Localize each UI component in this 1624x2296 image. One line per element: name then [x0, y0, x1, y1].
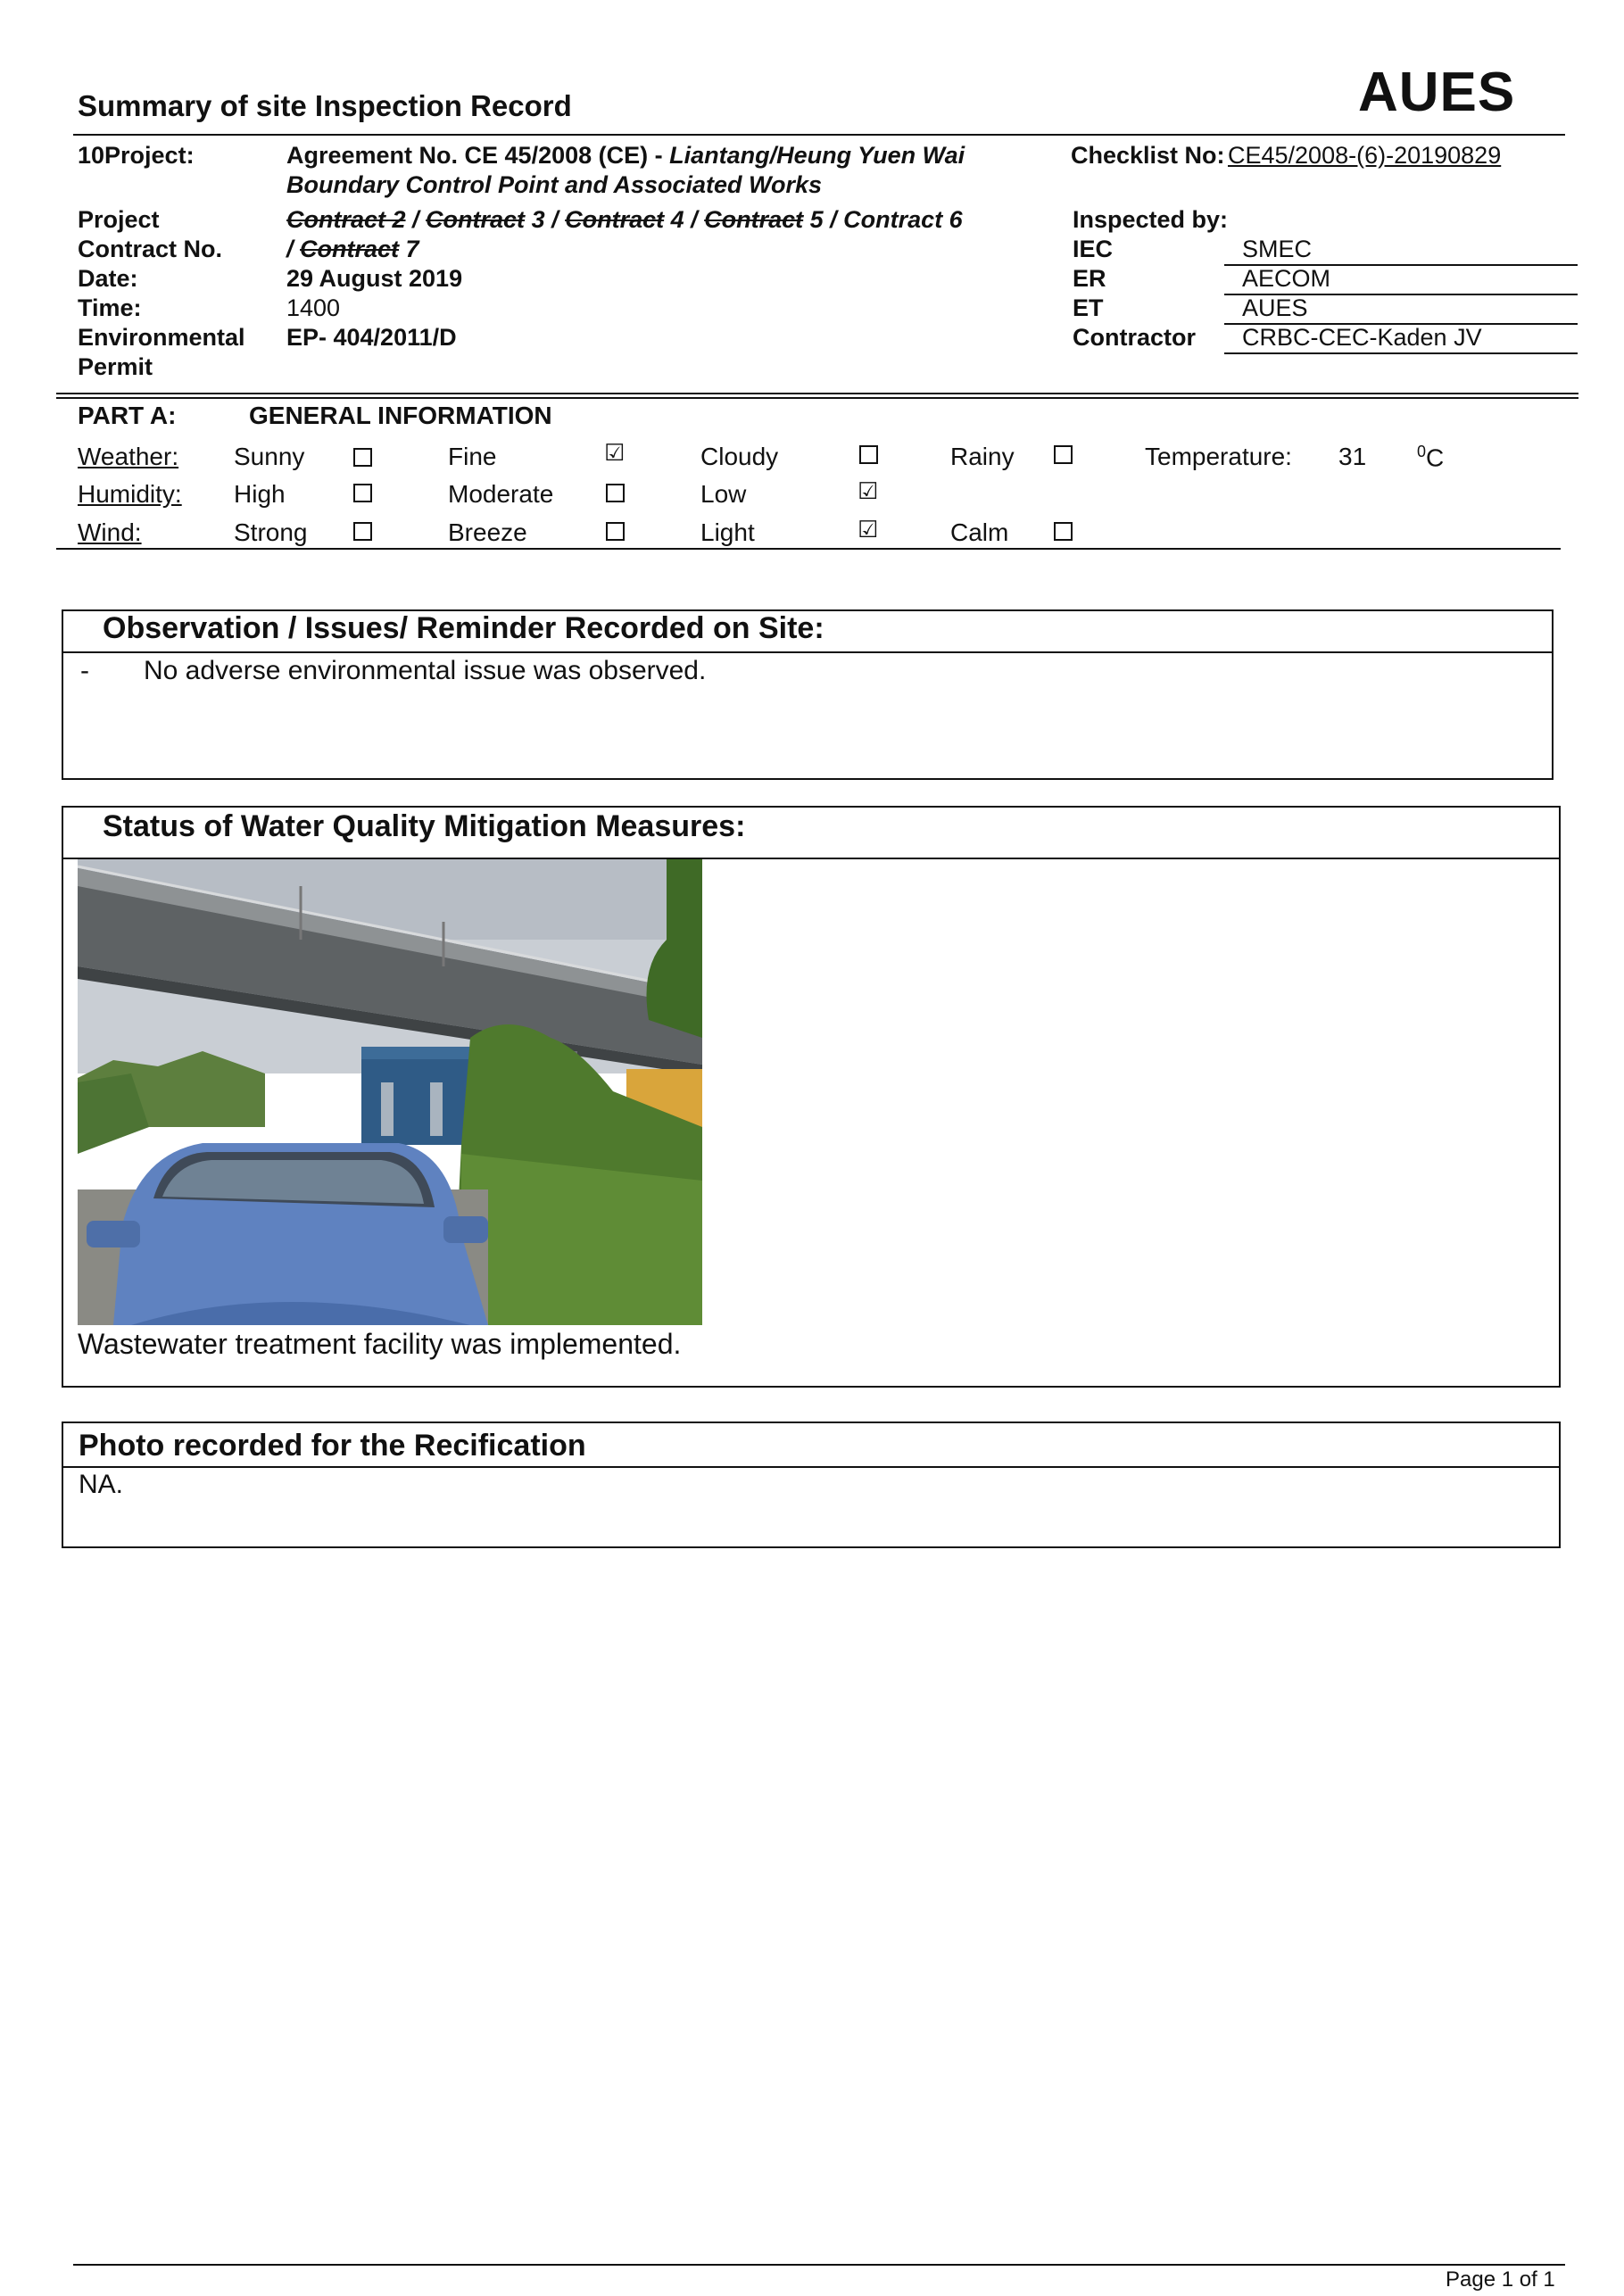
water-quality-title: Status of Water Quality Mitigation Measures: — [103, 809, 746, 843]
wind-checkbox-strong[interactable] — [353, 522, 372, 541]
checklist-label: Checklist No: — [1071, 142, 1225, 169]
contract-segment: / — [286, 236, 301, 262]
contract-segment: Contract — [300, 236, 400, 262]
observation-box — [62, 609, 1554, 780]
temperature-unit-superscript: 0 — [1417, 443, 1427, 460]
contract-segment: 7 — [399, 236, 419, 262]
temperature-unit-letter: C — [1426, 443, 1445, 472]
humidity-checkbox-low[interactable] — [858, 477, 879, 504]
humidity-label: Humidity: — [78, 480, 182, 508]
footer-rule — [73, 2264, 1565, 2266]
temperature-unit — [1417, 443, 1444, 472]
weather-option-fine: Fine — [448, 443, 497, 470]
wind-label: Wind: — [78, 518, 142, 546]
inspector-name-er: AECOM — [1242, 265, 1331, 292]
part-a-label: PART A: — [78, 402, 177, 429]
weather-checkbox-sunny[interactable] — [353, 448, 372, 467]
contract-segment: 5 / Contract 6 — [803, 206, 963, 233]
date-label: Date: — [78, 265, 138, 292]
inspector-role-iec: IEC — [1073, 236, 1114, 262]
rectification-header — [63, 1423, 1559, 1468]
section-divider-bottom — [56, 397, 1578, 399]
humidity-option-moderate: Moderate — [448, 480, 554, 508]
part-a-bottom-rule — [56, 548, 1561, 550]
wind-checkbox-light[interactable] — [858, 516, 879, 543]
wind-option-light: Light — [700, 518, 755, 546]
contract-list-line2 — [286, 235, 963, 264]
section-divider-top — [56, 393, 1578, 394]
time-value: 1400 — [286, 294, 341, 321]
rectification-text: NA. — [79, 1470, 124, 1499]
rectification-title: Photo recorded for the Recification — [79, 1429, 586, 1463]
contract-label-line1: Project — [78, 206, 160, 233]
inspector-role-et: ET — [1073, 294, 1104, 321]
inspector-role-contractor: Contractor — [1073, 324, 1197, 351]
water-quality-caption: Wastewater treatment facility was implemented. — [78, 1328, 682, 1360]
contract-list — [286, 205, 963, 264]
inspector-name-et: AUES — [1242, 294, 1308, 321]
humidity-option-low: Low — [700, 480, 747, 508]
contract-label — [78, 205, 222, 264]
agreement-number: Agreement No. CE 45/2008 (CE) - — [286, 142, 670, 169]
wind-option-breeze: Breeze — [448, 518, 527, 546]
weather-option-cloudy: Cloudy — [700, 443, 779, 470]
inspector-name-contractor: CRBC-CEC-Kaden JV — [1242, 324, 1482, 351]
part-a-title: GENERAL INFORMATION — [249, 402, 552, 429]
contract-segment: Contract — [426, 206, 526, 233]
inspector-underline-contractor — [1224, 352, 1578, 354]
water-quality-header — [63, 808, 1559, 859]
check-icon: ☑ — [604, 439, 626, 466]
document-title: Summary of site Inspection Record — [78, 89, 572, 122]
check-icon: ☑ — [858, 477, 879, 504]
time-label: Time: — [78, 294, 142, 321]
checklist-number: CE45/2008-(6)-20190829 — [1228, 142, 1502, 169]
wind-checkbox-breeze[interactable] — [606, 522, 625, 541]
contract-list-line1 — [286, 205, 963, 235]
contract-segment: Contract 2 — [286, 206, 406, 233]
project-name-line1: Liantang/Heung Yuen Wai — [669, 142, 965, 169]
permit-label — [78, 323, 245, 382]
permit-label-line1: Environmental — [78, 324, 245, 351]
temperature-value: 31 — [1338, 443, 1367, 470]
wind-option-strong: Strong — [234, 518, 308, 546]
page-number: Page 1 of 1 — [1446, 2267, 1555, 2292]
contract-segment: Contract — [704, 206, 804, 233]
contract-segment: 3 / — [525, 206, 566, 233]
weather-option-rainy: Rainy — [950, 443, 1015, 470]
observation-bullet: - — [80, 656, 89, 685]
contract-segment: / — [405, 206, 427, 233]
humidity-checkbox-moderate[interactable] — [606, 484, 625, 502]
contract-label-line2: Contract No. — [78, 236, 222, 262]
weather-checkbox-cloudy[interactable] — [859, 445, 878, 464]
observation-title: Observation / Issues/ Reminder Recorded on Site: — [103, 611, 824, 645]
weather-option-sunny: Sunny — [234, 443, 305, 470]
temperature-label: Temperature: — [1145, 443, 1292, 470]
permit-label-line2: Permit — [78, 353, 153, 380]
title-divider — [73, 134, 1565, 136]
project-label: 10Project: — [78, 142, 195, 169]
observation-text: No adverse environmental issue was observed. — [144, 656, 707, 685]
contract-segment: Contract — [565, 206, 665, 233]
weather-checkbox-rainy[interactable] — [1054, 445, 1073, 464]
inspected-by-label: Inspected by: — [1073, 206, 1229, 233]
company-logo: AUES — [1358, 62, 1516, 123]
date-value: 29 August 2019 — [286, 265, 463, 292]
humidity-option-high: High — [234, 480, 286, 508]
weather-label: Weather: — [78, 443, 179, 470]
humidity-checkbox-high[interactable] — [353, 484, 372, 502]
observation-header — [63, 611, 1552, 653]
project-name-line2: Boundary Control Point and Associated Works — [286, 171, 823, 198]
site-photo-image — [78, 859, 702, 1325]
check-icon: ☑ — [858, 516, 879, 543]
wind-checkbox-calm[interactable] — [1054, 522, 1073, 541]
inspector-role-er: ER — [1073, 265, 1106, 292]
contract-segment: 4 / — [664, 206, 705, 233]
weather-checkbox-fine[interactable] — [604, 439, 626, 466]
inspector-name-iec: SMEC — [1242, 236, 1313, 262]
project-description — [286, 141, 1054, 200]
rectification-box — [62, 1422, 1561, 1548]
wind-option-calm: Calm — [950, 518, 1009, 546]
permit-value: EP- 404/2011/D — [286, 324, 457, 351]
site-photo — [78, 859, 702, 1325]
